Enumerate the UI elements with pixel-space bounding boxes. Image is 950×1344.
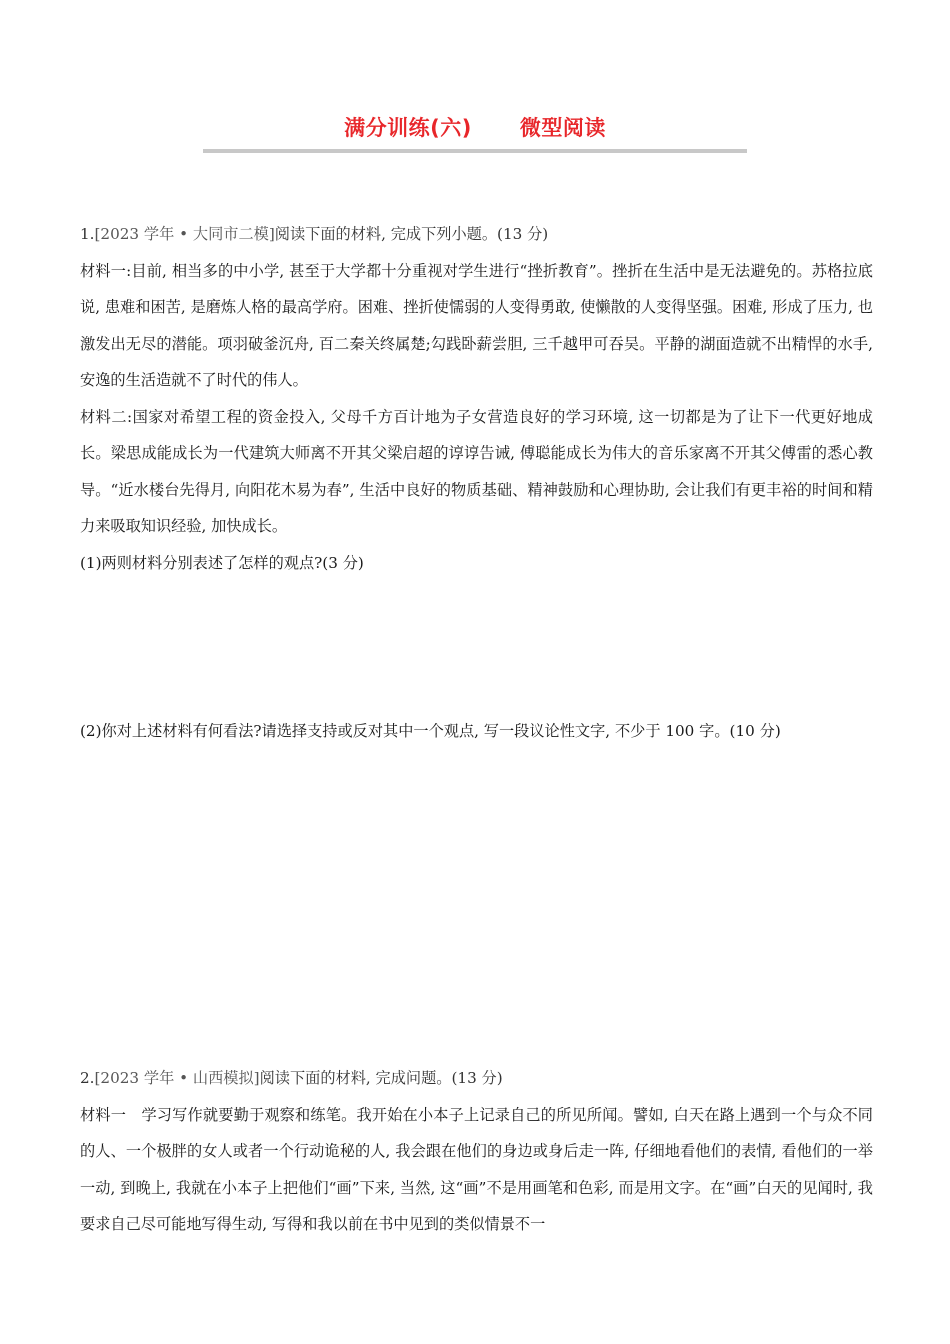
question-prompt: 阅读下面的材料, 完成下列小题。(13 分) [274, 225, 549, 243]
material-one: 材料一 学习写作就要勤于观察和练笔。我开始在小本子上记录自己的所见所闻。譬如, 白天在路上遇到一个与众不同的人、一个极胖的女人或者一个行动诡秘的人, 我会跟在他们的身边或身后走一阵, 仔细地看他们的表情, 看他们的一举一动, 到晚上, 我就在小本子上把他们“画”下来, 当然, 这“画”不是用画笔和色彩, 而是用文字。在“画”白天的见闻时, 我要求自己尽可能地写得生动, 写得和我以前在书中见到的类似情景不一 [80, 1105, 873, 1233]
question-source: [2023 学年 • 山西模拟] [94, 1069, 260, 1087]
page-title-topic: 微型阅读 [519, 116, 606, 140]
sub-question-1: (1)两则材料分别表述了怎样的观点?(3 分) [80, 553, 364, 572]
question-2 [80, 1060, 873, 1243]
question-1 [80, 216, 873, 581]
question-number: 1. [80, 225, 95, 243]
question-1-header [80, 216, 873, 253]
sub-question-2: (2)你对上述材料有何看法?请选择支持或反对其中一个观点, 写一段议论性文字, 不少于 100 字。(10 分) [80, 722, 781, 740]
question-number: 2. [80, 1069, 95, 1087]
question-source: [2023 学年 • 大同市二模] [94, 225, 275, 243]
material-one: 材料一:目前, 相当多的中小学, 甚至于大学都十分重视对学生进行“挫折教育”。挫折在生活中是无法避免的。苏格拉底说, 患难和困苦, 是磨炼人格的最高学府。困难、挫折使懦弱的人变得勇敢, 使懒散的人变得坚强。困难, 形成了压力, 也激发出无尽的潜能。项羽破釜沉舟, 百二秦关终属楚;勾践卧薪尝胆, 三千越甲可吞吴。平静的湖面造就不出精悍的水手, 安逸的生活造就不了时代的伟人。 [80, 261, 873, 389]
page-title-series: 满分训练(六) [344, 116, 472, 140]
question-2-header [80, 1060, 873, 1097]
material-two: 材料二:国家对希望工程的资金投入, 父母千方百计地为子女营造良好的学习环境, 这一切都是为了让下一代更好地成长。梁思成能成长为一代建筑大师离不开其父梁启超的谆谆告诫, 傅聪能成长为伟大的音乐家离不开其父傅雷的悉心教导。“近水楼台先得月, 向阳花木易为春”, 生活中良好的物质基础、精神鼓励和心理协助, 会让我们有更丰裕的时间和精力来吸取知识经验, 加快成长。 [80, 407, 873, 535]
question-prompt: 阅读下面的材料, 完成问题。(13 分) [259, 1069, 503, 1087]
title-underline [203, 149, 747, 153]
page-title [0, 112, 950, 142]
